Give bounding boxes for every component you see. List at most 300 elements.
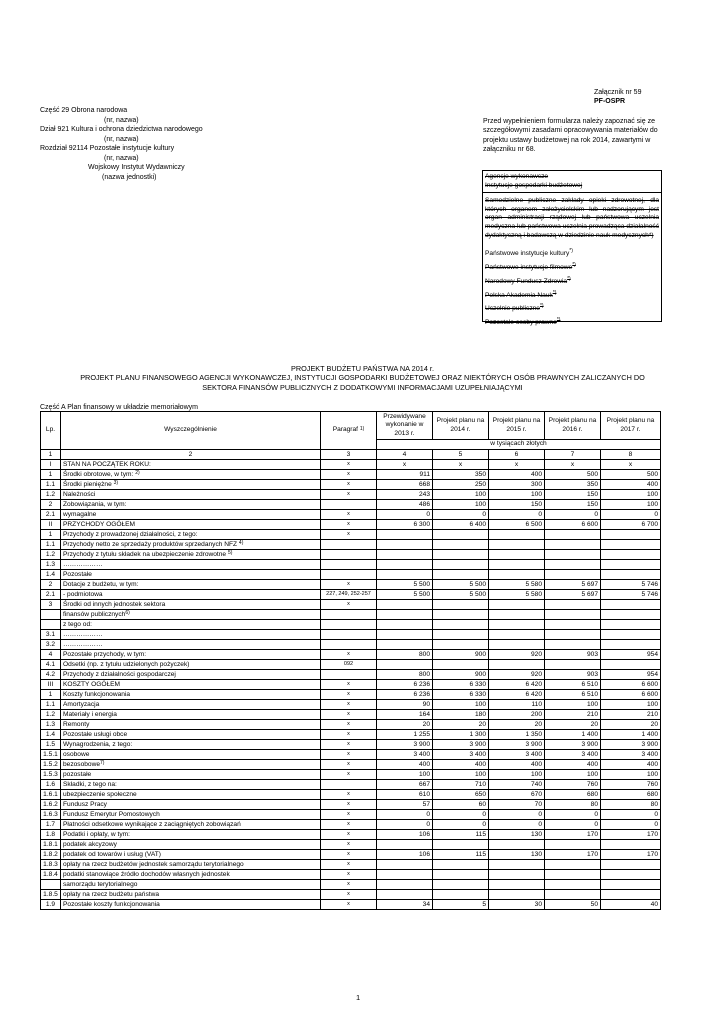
row-lp: I [41,459,61,469]
row-value: 0 [377,809,433,819]
row-value: 486 [377,499,433,509]
budget-classification [40,106,203,182]
row-value: 20 [545,719,601,729]
row-value: 243 [377,489,433,499]
row-value [545,629,601,639]
row-value: 6 236 [377,689,433,699]
row-value: 5 500 [433,579,489,589]
row-paragraph: x [321,599,377,609]
row-lp: 1.8.1 [41,839,61,849]
row-description: pozostałe [61,769,321,779]
row-value: 6 510 [545,679,601,689]
row-value: 0 [377,819,433,829]
column-numbers-row [41,449,661,459]
row-lp: 1.3 [41,559,61,569]
row-paragraph: x [321,479,377,489]
row-description: - podmiotowa [61,589,321,599]
row-value: 20 [489,719,545,729]
row-value: 70 [489,799,545,809]
row-description: opłaty na rzecz budżetu państwa [61,889,321,899]
column-number: 2 [61,449,321,459]
row-value: 800 [377,649,433,659]
table-row [41,459,661,469]
row-description: PRZYCHODY OGÓŁEM [61,519,321,529]
row-value: 500 [545,469,601,479]
row-lp: 1.9 [41,899,61,909]
row-value [377,889,433,899]
row-value: 900 [433,649,489,659]
row-paragraph: x [321,729,377,739]
row-value [377,599,433,609]
row-lp: 3.1 [41,629,61,639]
row-description: osobowe [61,749,321,759]
row-description: samorządu terytorialnego [61,879,321,889]
row-value [601,599,661,609]
row-paragraph: x [321,799,377,809]
row-value [545,659,601,669]
row-value: x [377,459,433,469]
row-value [377,549,433,559]
row-value: 115 [433,849,489,859]
row-value [601,539,661,549]
row-value: 250 [433,479,489,489]
row-value: 180 [433,709,489,719]
row-value [601,659,661,669]
row-value: 5 [433,899,489,909]
row-description: bezosobowe$^{7)}$ [61,759,321,769]
header-units: w tysiącach złotych [377,440,661,450]
row-paragraph: x [321,819,377,829]
row-value: 0 [433,809,489,819]
row-description: STAN NA POCZĄTEK ROKU: [61,459,321,469]
row-value [545,539,601,549]
row-value [545,839,601,849]
table-row [41,759,661,769]
header-2015: Projekt planu na 2015 r. [489,412,545,440]
row-value: 680 [601,789,661,799]
row-lp: 1.5.2 [41,759,61,769]
row-value [489,859,545,869]
row-value: 6 300 [377,519,433,529]
row-value: 106 [377,829,433,839]
row-value: 668 [377,479,433,489]
row-value [489,539,545,549]
row-value: 400 [489,469,545,479]
row-value: 210 [601,709,661,719]
row-description: Podatki i opłaty, w tym: [61,829,321,839]
entity-type-box [482,170,662,327]
row-paragraph: x [321,769,377,779]
row-description: ……………… [61,559,321,569]
column-number: 8 [601,449,661,459]
table-row [41,529,661,539]
row-paragraph [321,639,377,649]
row-lp: 4.2 [41,669,61,679]
table-row [41,599,661,609]
row-value [545,619,601,629]
row-value: 400 [377,759,433,769]
row-value [433,869,489,879]
row-lp: 3.2 [41,639,61,649]
table-body [41,459,661,909]
row-value: 100 [433,699,489,709]
column-number: 4 [377,449,433,459]
division-line: Dział 921 Kultura i ochrona dziedzictwa narodowego [40,126,203,133]
row-description: podatek od towarów i usług (VAT) [61,849,321,859]
row-paragraph: x [321,879,377,889]
row-value [489,629,545,639]
row-value [489,609,545,619]
row-value: 0 [545,809,601,819]
row-lp [41,879,61,889]
row-value [377,619,433,629]
row-value: 400 [545,759,601,769]
row-value: 0 [545,509,601,519]
header-description: Wyszczególnienie [61,412,321,450]
row-value [433,599,489,609]
row-value [433,639,489,649]
row-value [377,539,433,549]
row-value: 900 [433,669,489,679]
row-lp [41,609,61,619]
row-value [433,859,489,869]
row-value [489,619,545,629]
entity-type-item: Państwowe instytucje filmowe*) [485,261,576,272]
row-value: 0 [433,509,489,519]
row-value: 0 [377,509,433,519]
row-value: 100 [601,499,661,509]
row-value: 30 [489,899,545,909]
table-row [41,469,661,479]
row-value: 760 [601,779,661,789]
row-paragraph: x [321,699,377,709]
row-value: 670 [489,789,545,799]
row-paragraph: x [321,529,377,539]
row-value: 6 400 [433,519,489,529]
table-row [41,779,661,789]
row-description: Pozostałe przychody, w tym: [61,649,321,659]
row-lp: II [41,519,61,529]
row-value [433,609,489,619]
table-row [41,689,661,699]
row-value: 100 [601,489,661,499]
row-value [601,619,661,629]
row-lp: 1.8.5 [41,889,61,899]
row-description: Amortyzacja [61,699,321,709]
row-description: Materiały i energia [61,709,321,719]
row-value: 150 [545,499,601,509]
row-value: 0 [601,809,661,819]
row-paragraph: x [321,809,377,819]
row-value [377,839,433,849]
row-paragraph: x [321,789,377,799]
row-description: Fundusz Pracy [61,799,321,809]
row-description: Zobowiązania, w tym: [61,499,321,509]
row-value [433,879,489,889]
header-2016: Projekt planu na 2016 r. [545,412,601,440]
table-row [41,709,661,719]
row-value: 5 580 [489,579,545,589]
row-lp: 1.5.3 [41,769,61,779]
row-value [377,529,433,539]
row-value: 164 [377,709,433,719]
row-value [433,529,489,539]
row-value: 6 330 [433,689,489,699]
row-paragraph [321,779,377,789]
unit-hint: (nazwa jednostki) [102,173,157,181]
row-paragraph: x [321,869,377,879]
form-code: PF-OSPR [594,98,626,105]
row-description: Pozostałe [61,569,321,579]
row-value: 0 [433,819,489,829]
title-budget: PROJEKT BUDŻETU PAŃSTWA NA 2014 r. [290,364,434,373]
row-value [489,599,545,609]
row-paragraph: x [321,849,377,859]
row-lp: 1.2 [41,489,61,499]
column-number: 7 [545,449,601,459]
row-value: 5 746 [601,589,661,599]
row-value: 920 [489,669,545,679]
table-row [41,559,661,569]
row-paragraph: x [321,859,377,869]
row-value: 100 [377,769,433,779]
row-paragraph: x [321,889,377,899]
row-value [489,559,545,569]
row-paragraph: x [321,739,377,749]
row-description: opłaty na rzecz budżetów jednostek samorządu terytorialnego [61,859,321,869]
row-paragraph: 227, 249, 252-257 [321,589,377,599]
row-value [545,599,601,609]
row-value [545,879,601,889]
row-lp: 1.7 [41,819,61,829]
row-value [601,839,661,849]
row-value: 6 500 [489,519,545,529]
row-value: 5 697 [545,579,601,589]
row-value: 5 500 [377,589,433,599]
column-number: 3 [321,449,377,459]
table-row [41,589,661,599]
type-budget-institutions: Instytucje gospodarki budżetowej [485,181,583,189]
row-value [433,559,489,569]
row-description: Koszty funkcjonowania [61,689,321,699]
row-description: Przychody z działalności gospodarczej [61,669,321,679]
row-value: 34 [377,899,433,909]
column-number: 6 [489,449,545,459]
row-value [601,569,661,579]
row-value: 3 400 [601,749,661,759]
row-value: 5 580 [489,589,545,599]
row-lp: 1.8.2 [41,849,61,859]
row-description: Remonty [61,719,321,729]
row-paragraph: x [321,459,377,469]
row-lp: 1.6.2 [41,799,61,809]
row-value: 400 [601,479,661,489]
row-value: 5 500 [433,589,489,599]
row-paragraph [321,619,377,629]
row-paragraph: x [321,759,377,769]
column-number: 5 [433,449,489,459]
row-value: 911 [377,469,433,479]
row-lp: 1.1 [41,539,61,549]
row-lp: 1.4 [41,729,61,739]
table-row [41,869,661,879]
row-value [601,629,661,639]
row-lp: 1.5 [41,739,61,749]
row-value [601,529,661,539]
row-lp: 1.6.1 [41,789,61,799]
row-value [377,559,433,569]
row-value [545,529,601,539]
row-value: 6 420 [489,689,545,699]
table-row [41,669,661,679]
row-value [489,569,545,579]
table-row [41,769,661,779]
row-value: 170 [601,829,661,839]
row-lp: 1.4 [41,569,61,579]
row-value: 150 [489,499,545,509]
row-value: 150 [545,489,601,499]
entity-type-list [485,247,659,328]
row-value: 1 255 [377,729,433,739]
row-value [601,639,661,649]
row-description: Składki, z tego na: [61,779,321,789]
row-value: 800 [377,669,433,679]
table-row [41,659,661,669]
row-paragraph [321,559,377,569]
row-value: 0 [601,819,661,829]
row-value [433,549,489,559]
row-value: 6 236 [377,679,433,689]
row-value [433,619,489,629]
row-paragraph [321,569,377,579]
table-row [41,729,661,739]
row-value: 954 [601,669,661,679]
row-paragraph: x [321,469,377,479]
header-paragraph: Paragraf $^{1)}$ [321,412,377,450]
row-lp [41,619,61,629]
row-value: 0 [489,819,545,829]
entity-type-item: Pozostałe osoby prawne*) [485,317,561,327]
table-row [41,489,661,499]
row-value: 6 420 [489,679,545,689]
row-lp: 1.2 [41,709,61,719]
row-value: 400 [489,759,545,769]
row-value: 90 [377,699,433,709]
row-value: 3 900 [489,739,545,749]
row-value: 6 600 [545,519,601,529]
row-paragraph: x [321,519,377,529]
row-value: 400 [433,759,489,769]
row-value [601,879,661,889]
entity-type-item: Narodowy Fundusz Zdrowia*) [485,275,571,285]
row-paragraph: x [321,679,377,689]
table-row [41,639,661,649]
row-value [489,879,545,889]
row-value: 667 [377,779,433,789]
row-lp: 1.2 [41,549,61,559]
entity-type-item: Uczelnie publiczne*) [485,303,544,313]
row-paragraph: x [321,649,377,659]
row-description: podatki stanowiące źródło dochodów własnych jednostek [61,869,321,879]
row-value: x [489,459,545,469]
entity-type-item: Polska Akademia Nauk*) [485,289,557,299]
row-value [545,639,601,649]
row-value: 1 400 [545,729,601,739]
row-lp: 4 [41,649,61,659]
row-description: finansów publicznych$^{6)}$ [61,609,321,619]
row-value: 100 [489,769,545,779]
row-value [545,869,601,879]
row-paragraph: x [321,709,377,719]
row-description: Pozostałe usługi obce [61,729,321,739]
table-row [41,679,661,689]
row-lp: 1.5.1 [41,749,61,759]
row-value [545,609,601,619]
row-value [489,869,545,879]
document-titles [40,364,685,392]
part-line: Część 29 Obrona narodowa [40,107,128,114]
attachment-number: Załącznik nr 59 [594,89,642,96]
row-value: 6 510 [545,689,601,699]
table-row [41,879,661,889]
row-value: x [601,459,661,469]
table-row [41,479,661,489]
row-value: 170 [545,829,601,839]
row-lp: 1 [41,689,61,699]
row-value: 20 [601,719,661,729]
row-value: 680 [545,789,601,799]
row-lp: 1.8 [41,829,61,839]
row-paragraph: x [321,509,377,519]
row-value [601,559,661,569]
row-value [601,609,661,619]
financial-plan-table [40,411,661,910]
row-lp: 1.3 [41,719,61,729]
row-value [377,609,433,619]
row-value [601,549,661,559]
table-row [41,859,661,869]
type-healthcare-paragraph: Samodzielne publiczne zakłady opieki zdrowotnej, dla których organem założycielskim lub nadzorującym jest organ administracji rządowej lub państwowa uczelnia medyczna lub państwowa uczelnia prowadząca działalność dydaktyczną i badawczą w dziedzinie nauk medycznych*) [485,197,659,239]
row-value: 100 [601,769,661,779]
row-value [377,639,433,649]
table-row [41,549,661,559]
chapter-hint: (nr, nazwa) [104,154,139,162]
row-value: x [545,459,601,469]
row-lp: 2.1 [41,509,61,519]
row-value: 6 600 [601,679,661,689]
table-row [41,849,661,859]
row-paragraph: x [321,749,377,759]
row-lp: III [41,679,61,689]
row-value [489,639,545,649]
row-description: KOSZTY OGÓŁEM [61,679,321,689]
divider [483,192,661,193]
table-row [41,609,661,619]
page-number: 1 [356,993,361,1002]
row-value [489,659,545,669]
row-value [433,839,489,849]
row-value: 1 300 [433,729,489,739]
attachment-label [594,88,641,106]
row-value: 3 900 [377,739,433,749]
row-value [489,529,545,539]
row-lp: 2.1 [41,589,61,599]
row-value [377,629,433,639]
row-value [377,859,433,869]
row-value: 100 [433,769,489,779]
row-value [433,889,489,899]
row-value [545,859,601,869]
